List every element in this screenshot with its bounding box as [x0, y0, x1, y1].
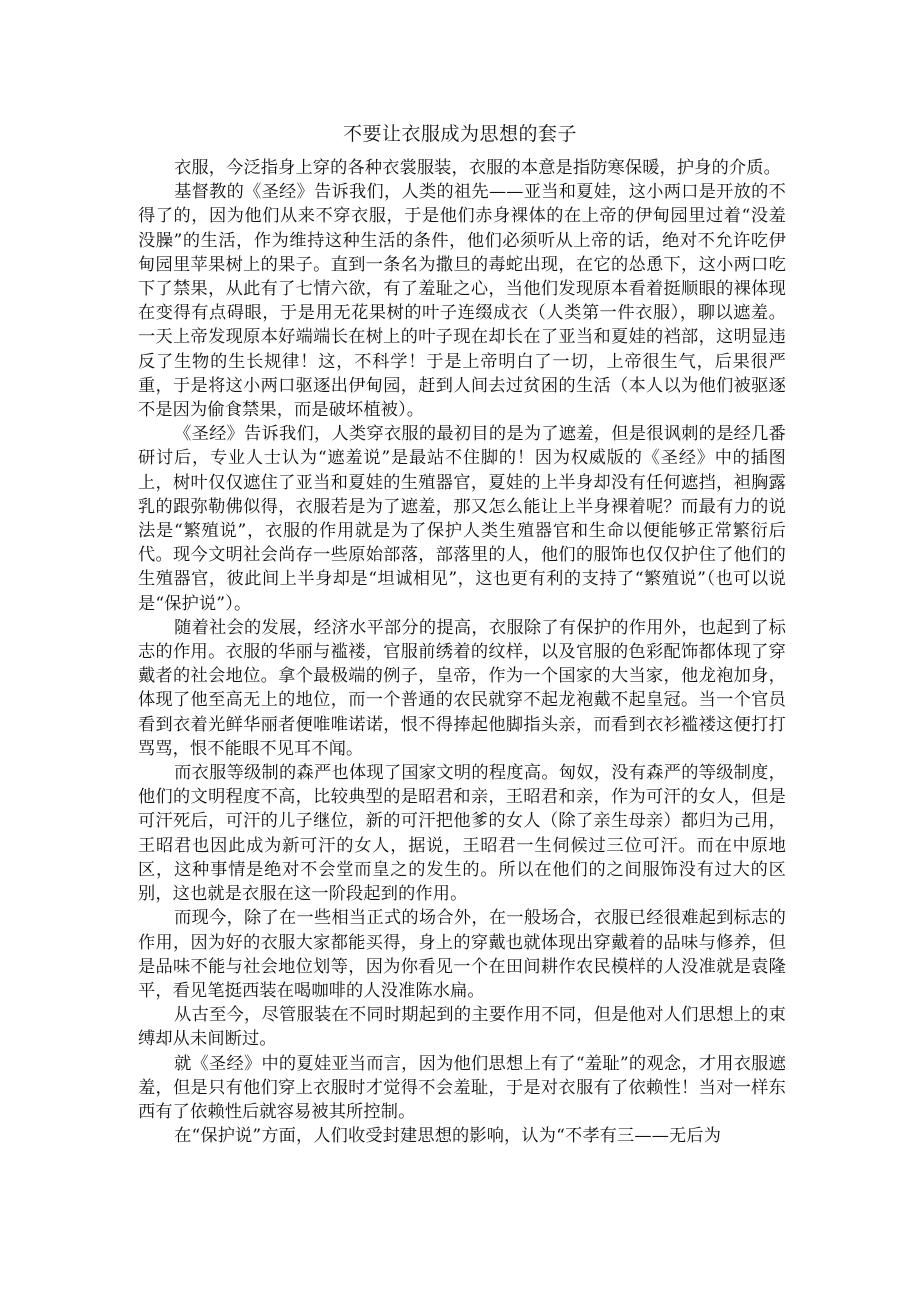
paragraph-9: 在“保护说”方面，人们收受封建思想的影响，认为“不孝有三——无后为: [174, 1126, 722, 1147]
page-title: 不要让衣服成为思想的套子: [342, 123, 577, 145]
paragraph-8: 就《圣经》中的夏娃亚当而言，因为他们思想上有了“羞耻”的观念，才用衣服遮羞，但是只有他们穿上衣服时才觉得不会羞耻，于是对衣服有了依赖性！当对一样东西有了依赖性后就容易被其所控制。: [138, 1053, 786, 1122]
article-body: [138, 156, 786, 1148]
paragraph-1: 衣服，今泛指身上穿的各种衣裳服装，衣服的本意是指防寒保暖，护身的介质。: [174, 158, 781, 178]
paragraph-5: 而衣服等级制的森严也体现了国家文明的程度高。匈奴，没有森严的等级制度，他们的文明程度不高，比较典型的是昭君和亲，王昭君和亲，作为可汗的女人，但是可汗死后，可汗的儿子继位，新的可汗把他爹的女人（除了亲生母亲）都归为己用，王昭君也因此成为新可汗的女人，据说，王昭君一生伺候过三位可汗。而在中原地区，这种事情是绝对不会堂而皇之的发生的。所以在他们的之间服饰没有过大的区别，这也就是衣服在这一阶段起到的作用。: [138, 763, 786, 905]
paragraph-2: 基督教的《圣经》告诉我们，人类的祖先——亚当和夏娃，这小两口是开放的不得了的，因为他们从来不穿衣服，于是他们赤身裸体的在上帝的伊甸园里过着“没羞没臊”的生活，作为维持这种生活的条件，他们必须听从上帝的话，绝对不允许吃伊甸园里苹果树上的果子。直到一条名为撒旦的毒蛇出现，在它的怂恿下，这小两口吃下了禁果，从此有了七情六欲，有了羞耻之心，当他们发现原本看着挺顺眼的裸体现在变得有点碍眼，于是用无花果树的叶子连缀成衣（人类第一件衣服），聊以遮羞。一天上帝发现原本好端端长在树上的叶子现在却长在了亚当和夏娃的裆部，这明显违反了生物的生长规律！这，不科学！于是上帝明白了一切，上帝很生气，后果很严重，于是将这小两口驱逐出伊甸园，赶到人间去过贫困的生活（本人以为他们被驱逐不是因为偷食禁果，而是破坏植被）。: [138, 182, 786, 421]
paragraph-7: 从古至今，尽管服装在不同时期起到的主要作用不同，但是他对人们思想上的束缚却从未间断过。: [138, 1005, 786, 1050]
paragraph-4: 随着社会的发展，经济水平部分的提高，衣服除了有保护的作用外，也起到了标志的作用。衣服的华丽与褴褛，官服前绣着的纹样，以及官服的色彩配饰都体现了穿戴者的社会地位。拿个最极端的例子，皇帝，作为一个国家的大当家，他龙袍加身，体现了他至高无上的地位，而一个普通的农民就穿不起龙袍戴不起皇冠。当一个官员看到衣着光鲜华丽者便唯唯诺诺，恨不得捧起他脚指头亲，而看到衣衫褴褛这便打打骂骂，恨不能眼不见耳不闻。: [138, 617, 786, 759]
paragraph-6: 而现今，除了在一些相当正式的场合外，在一般场合，衣服已经很难起到标志的作用，因为好的衣服大家都能买得，身上的穿戴也就体现出穿戴着的品味与修养，但是品味不能与社会地位划等，因为你看见一个在田间耕作农民模样的人没准就是袁隆平，看见笔挺西装在喝咖啡的人没准陈水扁。: [138, 908, 786, 1001]
paragraph-3: 《圣经》告诉我们，人类穿衣服的最初目的是为了遮羞，但是很讽刺的是经几番研讨后，专业人士认为“遮羞说”是最站不住脚的！因为权威版的《圣经》中的插图上，树叶仅仅遮住了亚当和夏娃的生殖器官，夏娃的上半身却没有任何遮挡，袒胸露乳的跟弥勒佛似得，衣服若是为了遮羞，那又怎么能让上半身裸着呢？而最有力的说法是“繁殖说”，衣服的作用就是为了保护人类生殖器官和生命以便能够正常繁衍后代。现今文明社会尚存一些原始部落，部落里的人，他们的服饰也仅仅护住了他们的生殖器官，彼此间上半身却是“坦诚相见”，这也更有利的支持了“繁殖说”（也可以说是“保护说”）。: [138, 424, 786, 614]
